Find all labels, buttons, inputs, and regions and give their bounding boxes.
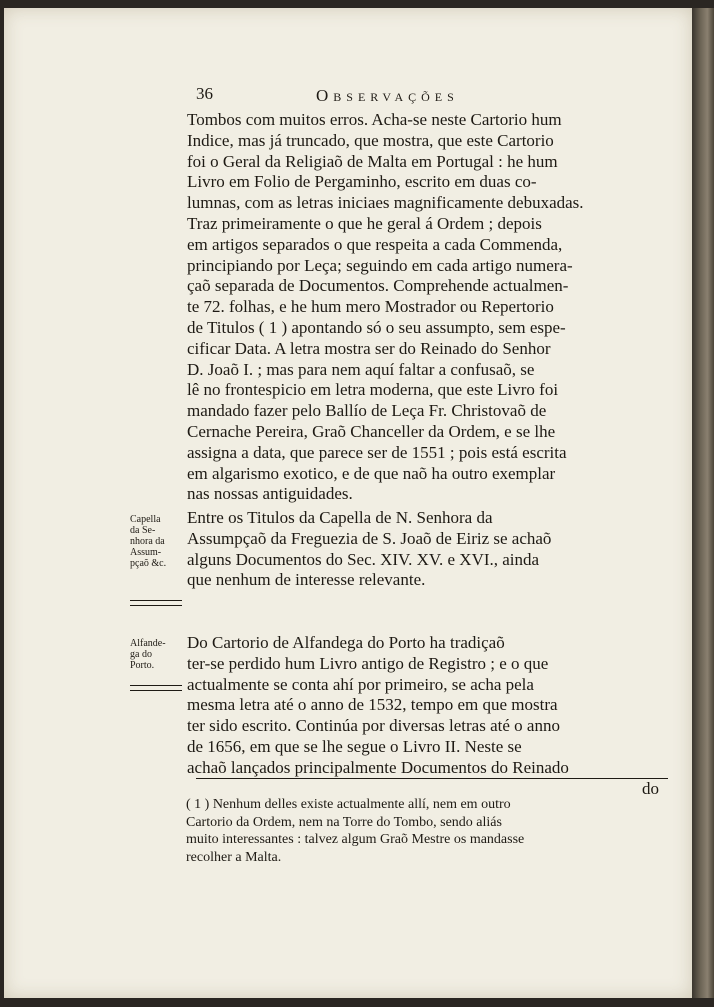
page-number: 36 — [196, 84, 213, 103]
text-line: em algarismo exotico, e de que naõ ha outro exemplar — [187, 463, 556, 483]
sidenote-divider — [130, 600, 182, 606]
sidenote-alfandega — [130, 638, 176, 671]
text-line: Assumpçaõ da Freguezia de S. Joaõ de Eiriz se achaõ — [187, 528, 552, 548]
footnote — [186, 796, 668, 866]
paragraph-cartorio-malta — [187, 110, 669, 505]
page-header — [196, 84, 676, 110]
text-line: nas nossas antiguidades. — [187, 484, 353, 504]
text-line: lê no frontespicio em letra moderna, que este Livro foi — [187, 380, 559, 400]
footnote-line: recolher a Malta. — [186, 849, 282, 865]
text-line: assigna a data, que parece ser de 1551 ; pois está escrita — [187, 442, 567, 462]
footnote-line: Cartorio da Ordem, nem na Torre do Tombo, sendo aliás — [186, 814, 502, 830]
text-line: que nenhum de interesse relevante. — [187, 570, 426, 590]
sidenote-line: Assum- — [130, 547, 162, 558]
footnote-rule — [196, 778, 668, 779]
book-edge — [692, 8, 714, 998]
paragraph-capella — [187, 508, 669, 591]
text-line: ter-se perdido hum Livro antigo de Registro ; e o que — [187, 653, 549, 673]
text-line: Entre os Titulos da Capella de N. Senhora da — [187, 508, 493, 527]
sidenote-line: Porto. — [130, 660, 155, 671]
text-line: de 1656, em que se lhe segue o Livro II. Neste se — [187, 736, 522, 756]
text-line: ter sido escrito. Continúa por diversas letras até o anno — [187, 716, 560, 736]
sidenote-divider — [130, 685, 182, 691]
text-line: foi o Geral da Religiaõ de Malta em Portugal : he hum — [187, 151, 558, 171]
text-line: do — [642, 778, 659, 798]
paragraph-alfandega — [187, 633, 669, 799]
text-line: mesma letra até o anno de 1532, tempo em que mostra — [187, 695, 558, 715]
footnote-line: ( 1 ) Nenhum delles existe actualmente allí, nem em outro — [186, 797, 511, 812]
footnote-line: muito interessantes : talvez algum Graõ Mestre os mandasse — [186, 832, 525, 847]
text-line: em artigos separados o que respeita a cada Commenda, — [187, 234, 563, 254]
text-line: Tombos com muitos erros. Acha-se neste Cartorio hum — [187, 110, 562, 129]
sidenote-capella — [130, 514, 182, 569]
text-line: principiando por Leça; seguindo em cada artigo numera- — [187, 255, 573, 275]
text-line: Do Cartorio de Alfandega do Porto ha tradiçaõ — [187, 633, 505, 652]
text-line: alguns Documentos do Sec. XIV. XV. e XVI., ainda — [187, 549, 540, 569]
text-line: te 72. folhas, e he hum mero Mostrador ou Repertorio — [187, 297, 554, 317]
text-line: mandado fazer pelo Ballío de Leça Fr. Christovaõ de — [187, 401, 547, 421]
text-line: actualmente se conta ahí por primeiro, se acha pela — [187, 674, 534, 694]
text-line: çaõ separada de Documentos. Comprehende actualmen- — [187, 276, 569, 296]
running-title: Observações — [316, 86, 459, 105]
sidenote-line: ga do — [130, 649, 152, 660]
text-line: de Titulos ( 1 ) apontando só o seu assumpto, sem espe- — [187, 317, 566, 337]
sidenote-line: Capella — [130, 514, 161, 525]
sidenote-line: Alfande- — [130, 638, 166, 649]
text-line: Livro em Folio de Pergaminho, escrito em duas co- — [187, 172, 537, 192]
text-line: Cernache Pereira, Graõ Chanceller da Ordem, e se lhe — [187, 421, 556, 441]
text-line: lumnas, com as letras iniciaes magnificamente debuxadas. — [187, 193, 584, 213]
text-line: cificar Data. A letra mostra ser do Reinado do Senhor — [187, 338, 551, 358]
text-line: Traz primeiramente o que he geral á Ordem ; depois — [187, 213, 542, 233]
sidenote-line: pçaõ &c. — [130, 558, 167, 569]
sidenote-line: da Se- — [130, 525, 156, 536]
text-line: Indice, mas já truncado, que mostra, que este Cartorio — [187, 130, 554, 150]
sidenote-line: nhora da — [130, 536, 165, 547]
text-line: D. Joaõ I. ; mas para nem aquí faltar a confusaõ, se — [187, 359, 535, 379]
text-line: achaõ lançados principalmente Documentos do Reinado — [187, 757, 569, 777]
